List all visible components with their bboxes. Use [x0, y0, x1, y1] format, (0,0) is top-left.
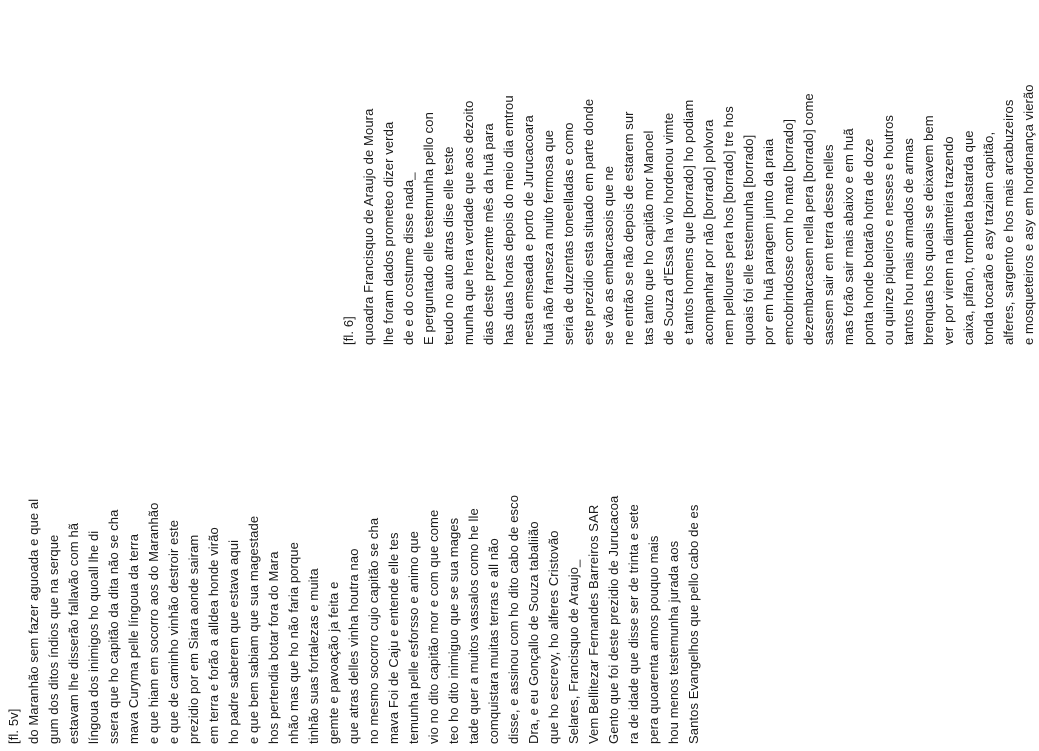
text-line: brenquas hos quoais se deixavem bem [921, 115, 936, 345]
text-line: Vem Bellitezar Fernandes Barreiros SAR [586, 504, 601, 744]
text-line: ou quinze piqueiros e nesses e houtros [881, 114, 896, 345]
text-line: que atras delles vinha houtra nao [346, 548, 361, 744]
text-line: teudo no auto atras dise elle teste [441, 146, 456, 345]
text-line: dias deste prezemte mês da huã para [481, 123, 496, 345]
text-line: Gento que foi deste prezidio de Jurucacoa [606, 495, 621, 744]
text-line: disse, e assinou com ho dito cabo de esco [506, 494, 521, 744]
text-line: mava Foi de Caju e entende elle tes [386, 532, 401, 744]
text-line: ver por virem na diamteira trazendo [941, 136, 956, 345]
text-line: Selares, Francisquo de Araujo_ [566, 559, 581, 744]
text-line: e que de caminho vinhão destroir este [166, 519, 181, 744]
text-line: E perguntado elle testemunha pello con [421, 112, 436, 345]
text-line: mava Curyma pelle língoua da terra [126, 533, 141, 744]
text-line: sassem sair em terra desse nelles [821, 144, 836, 345]
text-line: se vão as embarcasois que ne [601, 165, 616, 345]
folio-label: [fl. 5v] [6, 708, 21, 744]
text-line: tas tanto que ho capitão mor Manoel [641, 130, 656, 345]
text-line: por em huã paragem junto da praia [761, 138, 776, 345]
left-page-column [4, 444, 704, 744]
text-line: seria de duzentas toneelladas e como [561, 122, 576, 345]
text-line: prezidio por em Siara aonde sairam [186, 534, 201, 744]
text-line: este prezidio esta situado em parte donde [581, 98, 596, 345]
text-line: has duas horas depois do meio dia emtrou [501, 95, 516, 345]
text-line: tade quer a muitos vassalos como he lle [466, 508, 481, 744]
text-line: em terra e forão a alldea honde virão [206, 527, 221, 744]
text-line: e tantos homens que [borrado] ho podiam [681, 99, 696, 345]
text-line: munha que hera verdade que aos dezoito [461, 100, 476, 345]
text-line: temunha pelle esforsso e animo que [406, 531, 421, 744]
text-line: caixa, pifano, trombeta bastarda que [961, 130, 976, 345]
text-line: língoua dos inimigos ho quoall lhe di [86, 530, 101, 744]
text-line: gemte e pavoação ja feita e [326, 581, 341, 744]
text-line: de Souza d'Essa ha vio hordenou vimte [661, 112, 676, 345]
text-line: e que bem sabiam que sua magestade [246, 515, 261, 744]
text-line: pera quoarenta annos pouquo mais [646, 535, 661, 744]
text-line: nesta emseada e porto de Jurucacoara [521, 115, 536, 345]
text-line: hos pertendia botar fora do Mara [266, 551, 281, 744]
text-line: teo ho dito inimiguo que se sua mages [446, 517, 461, 744]
text-line: de e do costume disse nada_ [401, 172, 416, 345]
text-line: huã não franseza muito fermosa que [541, 129, 556, 345]
text-line: estavam lhe disserão fallavão com hã [66, 522, 81, 744]
text-line: vio no dito capitão mor e com que come [426, 509, 441, 744]
text-line: emcobrindosse com ho mato [borrado] [781, 118, 796, 345]
folio-label: [fl. 6] [341, 316, 356, 345]
text-line: tantos hou mais armados de armas [901, 138, 916, 345]
text-line: ponta honde botarão hotra de doze [861, 138, 876, 345]
text-line: e que hiam em socorro aos do Maranhão [146, 502, 161, 744]
text-line: mas forão sair mais abaixo e em huã [841, 128, 856, 345]
text-line: ne entrão se não depois de estarem sur [621, 111, 636, 345]
text-line: nhão mas que ho não faria porque [286, 542, 301, 744]
text-line: tinhão suas fortalezas e muita [306, 568, 321, 744]
text-line: gum dos ditos índios que na serque [46, 534, 61, 744]
text-line: dezembarcasem nella pera [borrado] come [801, 93, 816, 345]
text-line: que ho escrevy, ho alferes Cristovão [546, 530, 561, 744]
text-line: nem pelloures pera hos [borrado] tre hos [721, 106, 736, 345]
text-line: no mesmo socorro cujo capitão se cha [366, 517, 381, 744]
text-line: Santos Evangelhos que pello cabo de es [686, 504, 701, 744]
text-line: tonda tocarão e asy traziam capitão, [981, 131, 996, 345]
text-line: lhe foram dados prometeo dizer verda [381, 121, 396, 345]
text-line: quoadra Francisquo de Araujo de Moura [361, 108, 376, 345]
text-line: ra de idade que disse ser de trinta e sete [626, 504, 641, 744]
text-line: ho padre saberem que estava aqui [226, 539, 241, 744]
text-line: comquistara muitas terras e all não [486, 538, 501, 744]
text-line: acompanhar por não [borrado] polvora [701, 119, 716, 345]
text-line: alferes, sargento e hos mais arcabuzeiros [1001, 99, 1016, 345]
text-line: Dra, e eu Gonçallo de Souza tabaliião [526, 521, 541, 744]
right-page-column [339, 5, 1039, 345]
text-line: e mosqueteiros e asy em hordenança vierão [1021, 84, 1036, 345]
text-line: quoais foi elle testemunha [borrado] [741, 134, 756, 345]
text-line: ssera que ho capitão da dita não se cha [106, 509, 121, 744]
text-line: hou menos testemunha jurada aos [666, 540, 681, 744]
text-line: do Maranhão sem fazer aguoada e que al [26, 498, 41, 744]
